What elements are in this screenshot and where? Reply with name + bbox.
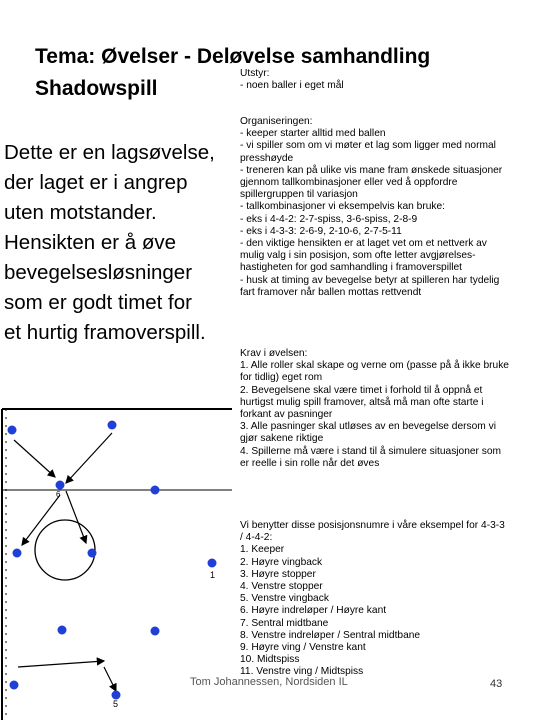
movement-arrow [22, 495, 60, 545]
equipment-heading: Utstyr: [240, 68, 270, 79]
organization-line: - vi spiller som om vi møter et lag som ligger med normal [240, 140, 496, 152]
intro-line: uten motstander. [4, 201, 157, 224]
position-item: 8. Venstre indreløper / Sentral midtbane [240, 629, 421, 641]
pitch-circle [35, 520, 95, 580]
organization-line: spillergruppen til variasjon [240, 189, 358, 201]
organization-line: presshøyde [240, 152, 294, 164]
position-item: 5. Venstre vingback [240, 593, 329, 605]
organization-line: gjennom tallkombinasjoner eller ved å oppfordre [240, 177, 458, 189]
position-item: 2. Høyre vingback [240, 556, 323, 568]
player-marker [208, 559, 217, 568]
position-item: 7. Sentral midtbane [240, 617, 329, 629]
intro-text [4, 138, 240, 348]
player-marker [88, 549, 97, 558]
movement-arrow [18, 661, 104, 667]
organization-line: - eks i 4-3-3: 2-6-9, 2-10-6, 2-7-5-11 [240, 225, 402, 237]
organization-line: hastigheten for god samhandling i framoverspillet [240, 262, 462, 274]
player-number-label: 5 [113, 699, 119, 709]
positions-block [240, 520, 530, 679]
page-subtitle: Shadowspill [35, 77, 158, 100]
intro-line: et hurtig framoverspill. [4, 321, 206, 344]
pitch-diagram [0, 405, 232, 720]
organization-block [240, 116, 530, 299]
position-item: 10. Midtspiss [240, 654, 300, 666]
requirements-line: 1. Alle roller skal skape og verne om (passe på å ikke bruke [240, 360, 509, 372]
intro-line: Dette er en lagsøvelse, [4, 141, 215, 164]
requirements-line: 3. Alle pasninger skal utløses av en bevegelse dersom vi [240, 421, 496, 433]
player-marker [151, 627, 160, 636]
positions-heading: Vi benytter disse posisjonsnumre i våre eksempel for 4-3-3 [240, 520, 505, 531]
intro-line: bevegelsesløsninger [4, 261, 193, 284]
requirements-line: 2. Bevegelsene skal være timet i forhold til å oppnå et [240, 384, 483, 396]
player-number-label: 1 [210, 570, 216, 580]
organization-line: - husk at timing av bevegelse betyr at spilleren har tydelig [240, 274, 500, 286]
player-number-label: 6 [56, 490, 61, 499]
position-item: 1. Keeper [240, 544, 285, 556]
requirements-line: er reelle i sin rolle når det øves [240, 457, 380, 469]
player-marker [8, 426, 17, 435]
equipment-item: - noen baller i eget mål [240, 80, 344, 92]
player-marker [13, 549, 22, 558]
movement-arrow [14, 440, 55, 477]
requirements-line: hurtigst mulig spill framover, altså må man ofte starte i [240, 396, 484, 408]
player-marker [108, 421, 117, 430]
page-number: 43 [490, 678, 503, 690]
organization-line: - tallkombinasjoner vi eksempelvis kan bruke: [240, 201, 445, 213]
organization-line: - eks i 4-4-2: 2-7-spiss, 3-6-spiss, 2-8-9 [240, 213, 418, 225]
player-marker [58, 626, 67, 635]
organization-line: - keeper starter alltid med ballen [240, 128, 386, 140]
intro-line: Hensikten er å øve [4, 231, 177, 254]
requirements-line: forkant av pasninger [240, 409, 333, 421]
equipment-block [240, 68, 530, 92]
organization-line: fart framover når ballen mottas rettvendt [240, 286, 422, 298]
organization-heading: Organiseringen: [240, 116, 313, 127]
movement-arrow [66, 433, 112, 483]
movement-arrow [66, 491, 86, 543]
footer-author: Tom Johannessen, Nordsiden IL [190, 676, 348, 688]
organization-line: - den viktige hensikten er at laget vet om et nettverk av [240, 238, 487, 250]
requirements-heading: Krav i øvelsen: [240, 348, 308, 359]
intro-line: der laget er i angrep [4, 171, 188, 194]
page-title: Tema: Øvelser - Deløvelse samhandling [35, 45, 431, 68]
player-marker [56, 481, 65, 490]
position-item: 9. Høyre ving / Venstre kant [240, 642, 366, 654]
organization-line: - treneren kan på ulike vis mane fram ønskede situasjoner [240, 164, 503, 176]
requirements-line: gjør sakene riktige [240, 433, 324, 445]
positions-heading-cont: / 4-4-2: [240, 532, 273, 544]
position-item: 11. Venstre ving / Midtspiss [240, 666, 364, 678]
requirements-line: 4. Spillerne må være i stand til å simulere situasjoner som [240, 445, 502, 457]
position-item: 3. Høyre stopper [240, 568, 316, 580]
requirements-line: for tidlig) eget rom [240, 372, 323, 384]
organization-line: mulig valg i sin posisjon, som ofte letter avgjørelses- [240, 250, 476, 262]
movement-arrow [104, 667, 116, 691]
position-item: 4. Venstre stopper [240, 581, 323, 593]
player-marker [151, 486, 160, 495]
position-item: 6. Høyre indreløper / Høyre kant [240, 605, 387, 617]
requirements-block [240, 348, 530, 470]
player-marker [10, 681, 19, 690]
intro-line: som er godt timet for [4, 291, 192, 314]
